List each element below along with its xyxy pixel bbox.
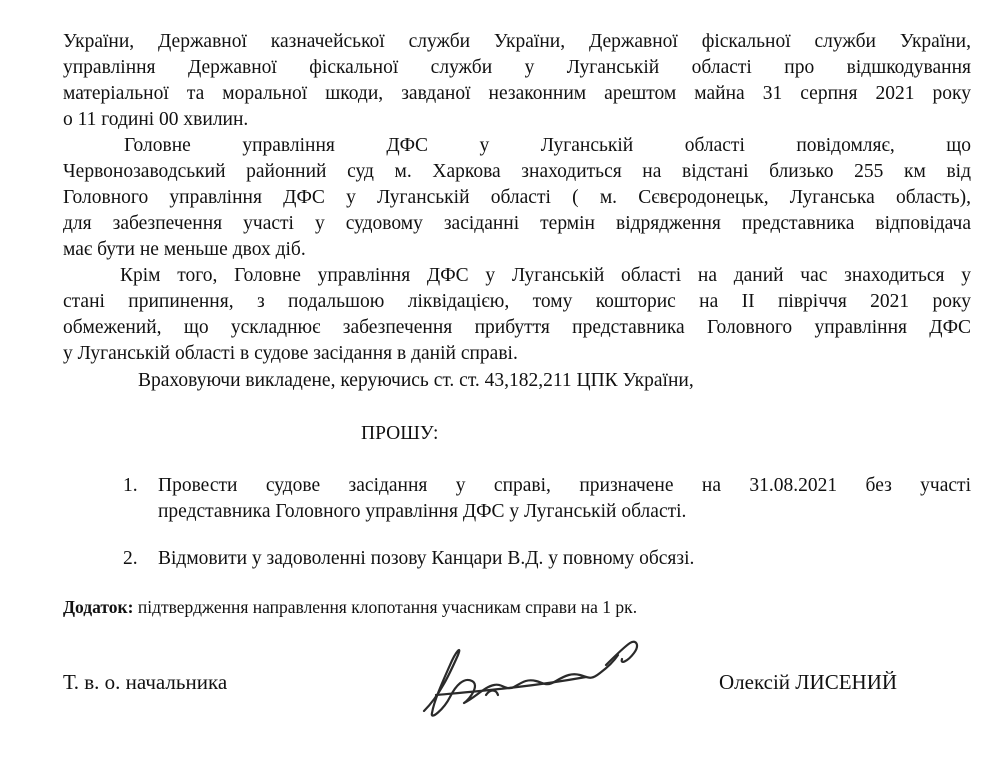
paragraph-2-line-5: має бути не меньше двох діб. bbox=[63, 239, 306, 260]
paragraph-3-line-4: у Луганській області в судове засідання в даній справі. bbox=[63, 343, 518, 364]
request-2-number: 2. bbox=[123, 548, 138, 569]
paragraph-4-line-1: Враховуючи викладене, керуючись ст. ст. 43,182,211 ЦПК України, bbox=[138, 370, 694, 391]
attachment-text: підтвердження направлення клопотання учасникам справи на 1 рк. bbox=[133, 597, 638, 617]
paragraph-1-line-2: управління Державної фіскальної служби у Луганській області про відшкодування bbox=[63, 57, 971, 78]
paragraph-2-line-1: Головне управління ДФС у Луганській області повідомляє, що bbox=[124, 135, 971, 156]
paragraph-1-line-1: України, Державної казначейської служби України, Державної фіскальної служби України, bbox=[63, 31, 971, 52]
request-heading: ПРОШУ: bbox=[361, 423, 439, 444]
paragraph-1-line-4: о 11 годині 00 хвилин. bbox=[63, 109, 249, 130]
paragraph-3-line-2: стані припинення, з подальшою ліквідацією, тому кошторис на ІІ півріччя 2021 року bbox=[63, 291, 971, 312]
paragraph-2-line-2: Червонозаводський районний суд м. Харкова знаходиться на відстані близько 255 км від bbox=[63, 161, 971, 182]
request-1-line-2: представника Головного управління ДФС у Луганській області. bbox=[158, 501, 687, 522]
attachment-line bbox=[63, 595, 637, 619]
paragraph-2-line-4: для забезпечення участі у судовому засіданні термін відрядження представника відповідача bbox=[63, 213, 971, 234]
signatory-name: Олексій ЛИСЕНИЙ bbox=[719, 670, 898, 694]
paragraph-2-line-3: Головного управління ДФС у Луганській області ( м. Сєвєродонецьк, Луганська область), bbox=[63, 187, 971, 208]
paragraph-3-line-1: Крім того, Головне управління ДФС у Луганській області на даний час знаходиться у bbox=[120, 265, 971, 286]
handwritten-signature bbox=[410, 625, 650, 725]
signatory-position: Т. в. о. начальника bbox=[63, 670, 228, 694]
request-1-line-1: Провести судове засідання у справі, призначене на 31.08.2021 без участі bbox=[158, 475, 971, 496]
paragraph-3-line-3: обмежений, що ускладнює забезпечення прибуття представника Головного управління ДФС bbox=[63, 317, 971, 338]
request-1-number: 1. bbox=[123, 475, 138, 496]
request-2-line-1: Відмовити у задоволенні позову Канцари В.Д. у повному обсязі. bbox=[158, 548, 695, 569]
attachment-label: Додаток: bbox=[63, 597, 134, 617]
paragraph-1-line-3: матеріальної та моральної шкоди, завданої незаконним арештом майна 31 серпня 2021 року bbox=[63, 83, 971, 104]
